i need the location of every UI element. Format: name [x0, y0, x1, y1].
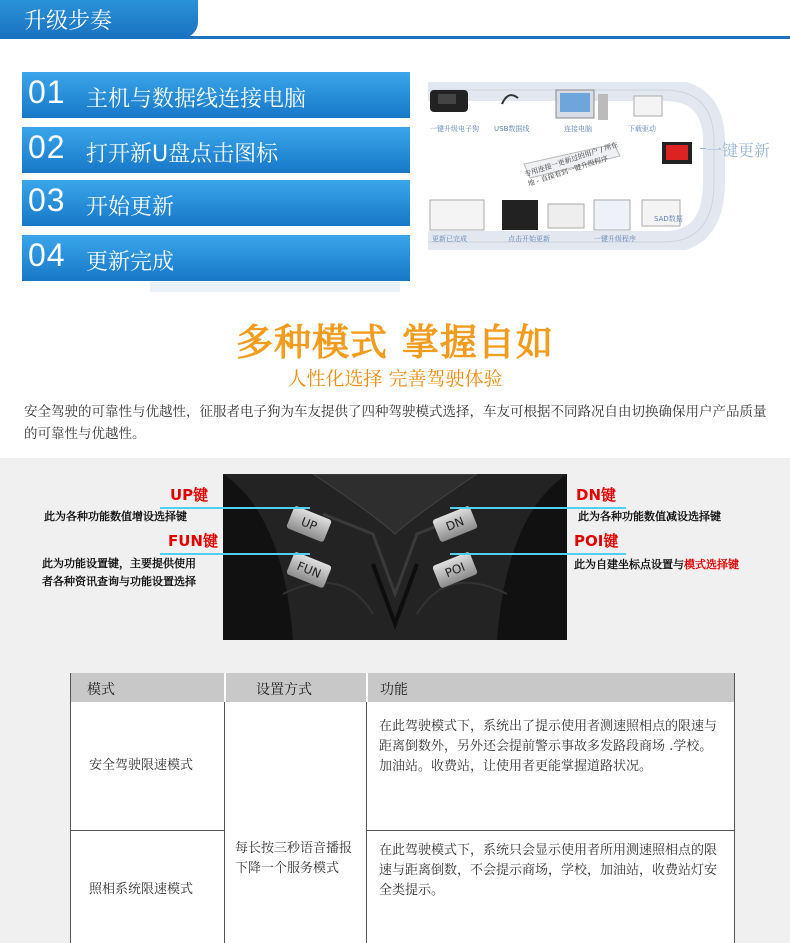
fun-key-name: FUN键 — [168, 532, 218, 550]
header-function: 功能 — [380, 682, 408, 698]
col-divider — [224, 702, 225, 943]
col-divider — [366, 702, 367, 943]
step-3 — [22, 180, 410, 226]
row-divider — [71, 830, 224, 831]
step-text: 开始更新 — [86, 195, 175, 220]
step-4 — [22, 235, 410, 281]
step-1 — [22, 72, 410, 118]
flow-label: 更新已完成 — [432, 235, 467, 243]
function-cell: 在此驾驶模式下，系统出了提示使用者测速照相点的限速与距离倒数外，另外还会提前警示事故多发路段商场 .学校。加油站。收费站，让使用者更能掌握道路状况。 — [379, 719, 718, 774]
poi-key-name: POI键 — [574, 532, 619, 550]
fun-key-desc-2: 者各种资讯查询与功能设置选择 — [42, 575, 196, 588]
header-divider — [0, 36, 790, 39]
flow-tag: 专用连接一更新过的用户 / 所在地 - 直接看到一键升级程序 — [523, 140, 620, 189]
step-text: 更新完成 — [86, 250, 175, 275]
flow-label: USB数据线 — [494, 125, 530, 133]
mode-cell: 照相系统限速模式 — [89, 882, 194, 897]
row-divider — [366, 830, 734, 831]
mode-description: 安全驾驶的可靠性与优越性，征服者电子狗为车友提供了四种驾驶模式选择，车友可根据不同路况自由切换确保用户产品质量的可靠性与优越性。 — [24, 404, 767, 442]
poi-key-desc-highlight: 模式选择键 — [684, 558, 739, 571]
up-key-name: UP键 — [170, 486, 209, 504]
table-header-cell — [368, 673, 734, 702]
mode-cell: 安全驾驶限速模式 — [89, 758, 194, 773]
step-number: 01 — [28, 74, 66, 110]
header-setting: 设置方式 — [256, 682, 312, 698]
flow-label: 下载驱动 — [628, 125, 656, 133]
poi-key-desc — [574, 556, 739, 574]
poi-key-pointer — [450, 553, 626, 555]
fun-key-label: FUN — [294, 558, 324, 582]
device-illustration — [223, 474, 567, 640]
dn-key-name: DN键 — [576, 486, 617, 504]
mode-subheadline: 人性化选择 完善驾驶体验 — [287, 368, 503, 390]
poi-key-desc-text: 此为自建坐标点设置与 — [574, 558, 684, 571]
flow-label: 连接电脑 — [564, 125, 592, 133]
setting-cell: 每长按三秒语音播报下降一个服务模式 — [235, 841, 353, 876]
header-mode: 模式 — [87, 682, 115, 698]
fun-key-desc-1: 此为功能设置键，主要提供使用 — [42, 557, 196, 570]
device-photo — [223, 474, 567, 640]
up-key-label: UP — [298, 514, 320, 534]
step-number: 02 — [28, 129, 66, 165]
step-text: 主机与数据线连接电脑 — [86, 87, 307, 112]
step-text: 打开新U盘点击图标 — [86, 142, 279, 167]
table-header-cell — [71, 673, 224, 702]
one-click-label: 一键更新 — [706, 141, 771, 160]
flow-label: 一键升级电子狗 — [430, 125, 479, 133]
flow-label: 点击开始更新 — [508, 235, 550, 243]
step-reflection — [150, 282, 400, 292]
mode-headline: 多种模式 掌握自如 — [236, 321, 554, 364]
update-flow-diagram — [424, 82, 734, 250]
function-cell: 在此驾驶模式下，系统只会显示使用者所用测速照相点的限速与距离倒数，不会提示商场，学校，加油站，收费站灯安全类提示。 — [379, 843, 718, 898]
table-header-cell — [226, 673, 366, 702]
step-number: 03 — [28, 182, 66, 218]
mode-table — [70, 673, 735, 943]
section-title: 升级步奏 — [24, 9, 113, 34]
flow-label: 一键升级程序 — [594, 235, 636, 243]
poi-key-label: POI — [442, 559, 467, 581]
dn-key-desc: 此为各种功能数值减设选择键 — [578, 510, 721, 523]
flow-label: SAD数据 — [654, 215, 683, 223]
dn-key-label: DN — [443, 514, 467, 534]
step-number: 04 — [28, 237, 66, 273]
section-tab — [0, 0, 198, 38]
step-2 — [22, 127, 410, 173]
up-key-desc: 此为各种功能数值增设选择键 — [44, 510, 187, 523]
